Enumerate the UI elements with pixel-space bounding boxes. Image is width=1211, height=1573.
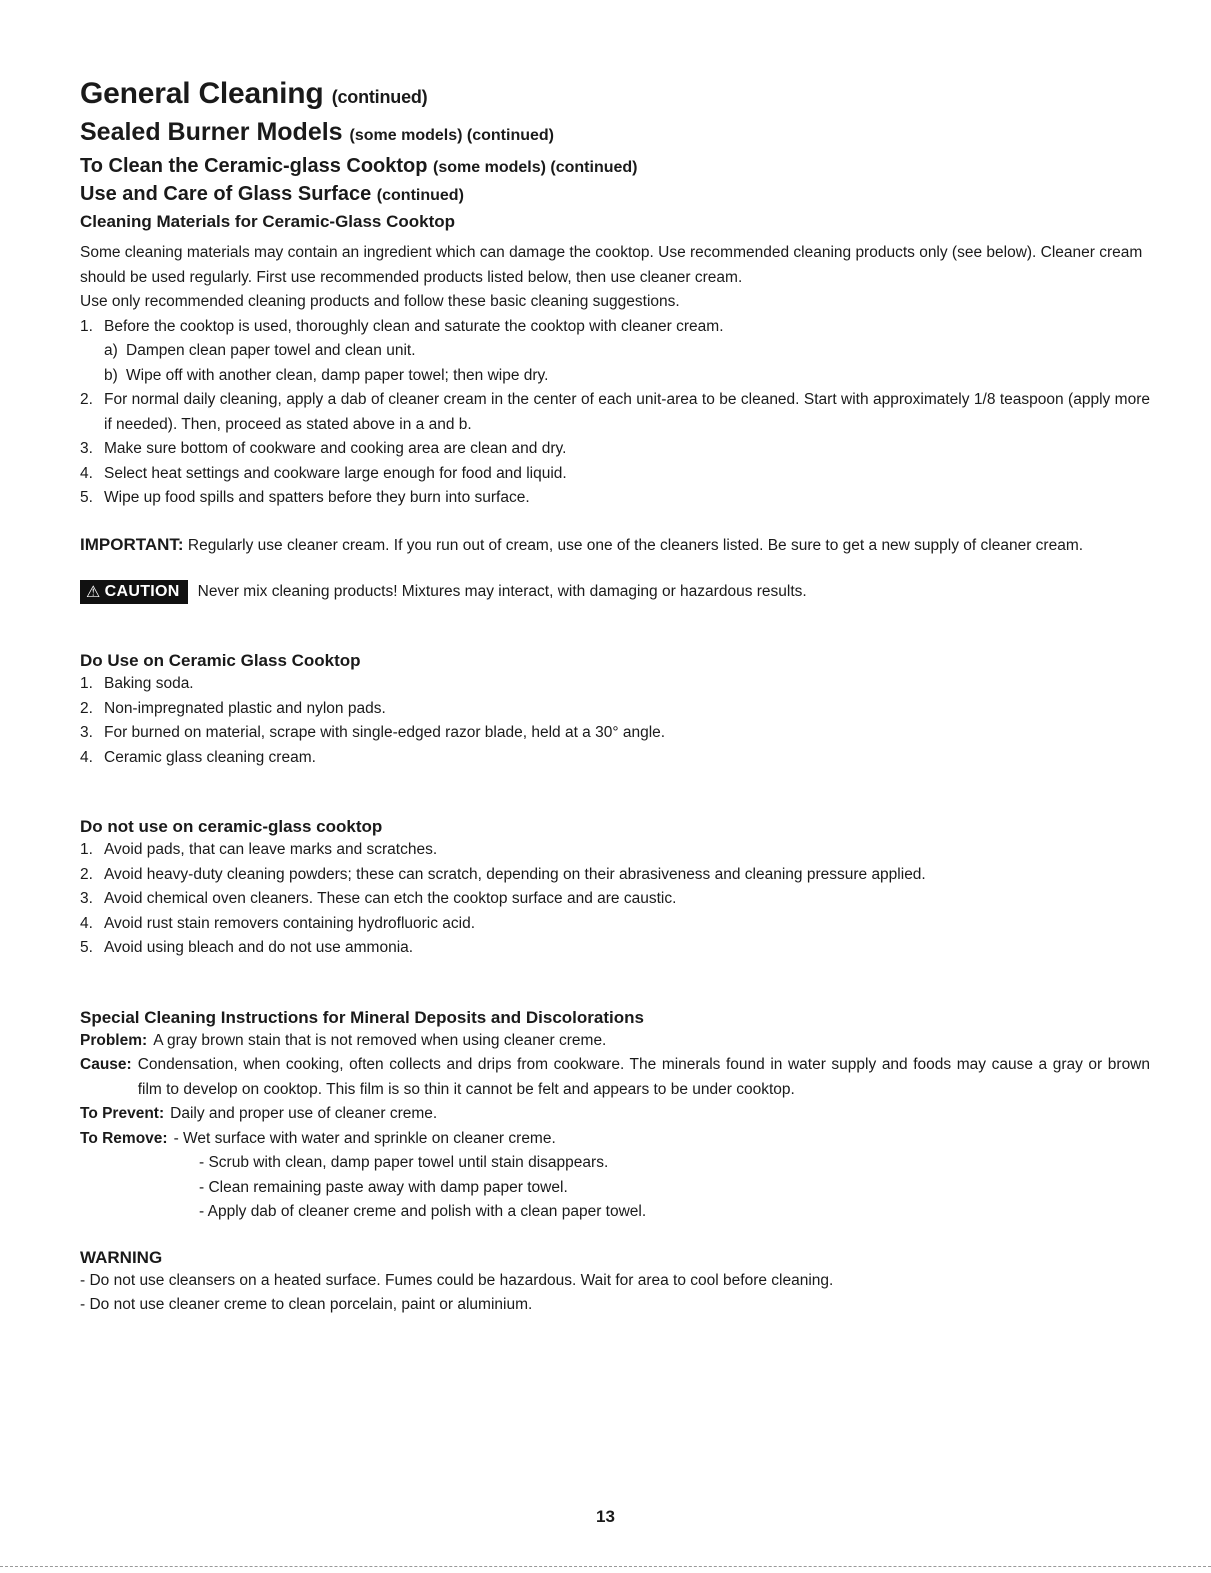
list-item [80,437,1150,462]
warning-triangle-icon: ⚠ [86,584,101,601]
do-use-heading: Do Use on Ceramic Glass Cooktop [80,651,361,670]
list-number: 1. [80,675,93,692]
list-number: 2. [80,391,93,408]
prevent-row [80,1102,1150,1127]
page-title-suffix: (continued) [331,87,428,107]
list-item [80,721,1150,746]
problem-label: Problem: [80,1031,148,1049]
list-text: Non-impregnated plastic and nylon pads. [104,699,386,717]
important-label: IMPORTANT: [80,534,184,554]
list-text: Avoid heavy-duty cleaning powders; these can scratch, depending on their abrasiveness and cleaning pressure applied. [104,865,926,883]
important-text: Regularly use cleaner cream. If you run out of cream, use one of the cleaners listed. Be sure to get a new supply of cleaner cream. [187,536,1084,554]
list-item [80,486,1150,511]
list-item [80,746,1150,771]
problem-row [80,1029,1150,1054]
list-text: For burned on material, scrape with single-edged razor blade, held at a 30° angle. [104,724,666,741]
list-text: Wipe up food spills and spatters before they burn into surface. [104,489,530,506]
list-item [80,697,1150,722]
warning-item: - Do not use cleaner creme to clean porcelain, paint or aluminium. [80,1296,533,1313]
problem-text: A gray brown stain that is not removed when using cleaner creme. [153,1031,607,1049]
list-letter: b) [104,366,118,384]
caution-notice [80,580,1150,604]
remove-row [80,1127,1150,1152]
list-text: For normal daily cleaning, apply a dab of cleaner cream in the center of each unit-area to be cleaned. Start with approximately 1/8 teaspoon (apply more if needed). Then, proceed as stated above in a and b. [104,391,1150,433]
do-use-section [80,650,1150,770]
list-item [80,912,1150,937]
list-number: 5. [80,939,93,956]
list-item [80,315,1150,340]
list-text: Make sure bottom of cookware and cooking area are clean and dry. [104,440,567,457]
list-text: Before the cooktop is used, thoroughly clean and saturate the cooktop with cleaner cream. [104,317,724,335]
subsection-heading-glass [80,181,1150,209]
caution-text: Never mix cleaning products! Mixtures may interact, with damaging or hazardous results. [197,583,807,600]
list-number: 1. [80,841,93,858]
remove-step: - Scrub with clean, damp paper towel until stain disappears. [199,1154,609,1171]
warning-section [80,1247,1150,1318]
page-title [80,74,1150,117]
subsection-heading-cooktop-suffix: (some models) (continued) [433,159,638,176]
manual-page [80,74,1150,1318]
list-number: 3. [80,440,93,457]
list-number: 2. [80,865,93,883]
warning-heading: WARNING [80,1247,163,1267]
list-number: 3. [80,890,93,907]
page-edge-divider [0,1566,1211,1568]
subsection-heading-glass-text: Use and Care of Glass Surface [80,183,372,205]
cleaning-steps-list [80,315,1150,511]
remove-steps [80,1151,1150,1225]
special-cleaning-heading: Special Cleaning Instructions for Mineral Deposits and Discolorations [80,1007,644,1027]
list-item [80,936,1150,961]
remove-step: - Wet surface with water and sprinkle on cleaner creme. [173,1129,556,1147]
list-text: Select heat settings and cookware large enough for food and liquid. [104,464,567,482]
page-title-text: General Cleaning [80,77,324,110]
list-text: Avoid rust stain removers containing hydrofluoric acid. [104,914,476,932]
list-text: Dampen clean paper towel and clean unit. [126,342,416,359]
remove-step: - Apply dab of cleaner creme and polish with a clean paper towel. [199,1203,647,1220]
list-item [80,838,1150,863]
list-item [80,388,1150,437]
list-number: 2. [80,699,93,717]
subsection-heading-cooktop-text: To Clean the Ceramic-glass Cooktop [80,155,428,177]
list-text: Avoid using bleach and do not use ammonia. [104,939,414,956]
section-heading [80,117,1150,151]
cause-label: Cause: [80,1056,132,1073]
section-heading-suffix: (some models) (continued) [349,127,554,144]
page-number: 13 [596,1507,615,1526]
intro-suggestions: Use only recommended cleaning products and follow these basic cleaning suggestions. [80,293,680,310]
remove-label: To Remove: [80,1129,168,1147]
list-number: 3. [80,724,93,741]
list-item [80,462,1150,487]
section-heading-text: Sealed Burner Models [80,118,343,146]
cause-row [80,1053,1150,1102]
caution-badge-label: CAUTION [104,583,180,600]
intro-paragraph: Some cleaning materials may contain an ingredient which can damage the cooktop. Use recommended cleaning products only (see below). Cleaner cream should be used regularly. First use recommended products listed below, then use cleaner cream. [80,244,1143,286]
list-number: 4. [80,914,93,932]
list-text: Ceramic glass cleaning cream. [104,748,316,766]
list-item [80,863,1150,888]
list-text: Baking soda. [104,675,194,692]
list-text: Wipe off with another clean, damp paper towel; then wipe dry. [126,366,549,384]
warning-item: - Do not use cleansers on a heated surface. Fumes could be hazardous. Wait for area to cool before cleaning. [80,1271,834,1289]
do-not-use-section [80,816,1150,961]
list-text: Avoid chemical oven cleaners. These can etch the cooktop surface and are caustic. [104,890,677,907]
subsection-heading-cooktop [80,153,1150,181]
prevent-text: Daily and proper use of cleaner creme. [170,1105,438,1122]
materials-heading: Cleaning Materials for Ceramic-Glass Cooktop [80,212,456,231]
list-number: 4. [80,748,93,766]
prevent-label: To Prevent: [80,1105,165,1122]
list-subitem [80,339,1150,364]
important-note [80,533,1150,559]
list-number: 5. [80,489,93,506]
list-subitem [80,364,1150,389]
list-letter: a) [104,342,118,359]
list-text: Avoid pads, that can leave marks and scratches. [104,841,438,858]
cause-text: Condensation, when cooking, often collects and drips from cookware. The minerals found in water supply and foods may cause a gray or brown film to develop on cooktop. This film is so thin it cannot be felt and appears to be under cooktop. [137,1056,1150,1098]
caution-badge [80,580,188,604]
list-number: 4. [80,464,93,482]
list-item [80,887,1150,912]
special-cleaning-section [80,1007,1150,1225]
do-not-use-heading: Do not use on ceramic-glass cooktop [80,817,383,836]
list-number: 1. [80,317,93,335]
list-item [80,672,1150,697]
subsection-heading-glass-suffix: (continued) [376,187,464,204]
remove-step: - Clean remaining paste away with damp paper towel. [199,1178,568,1196]
